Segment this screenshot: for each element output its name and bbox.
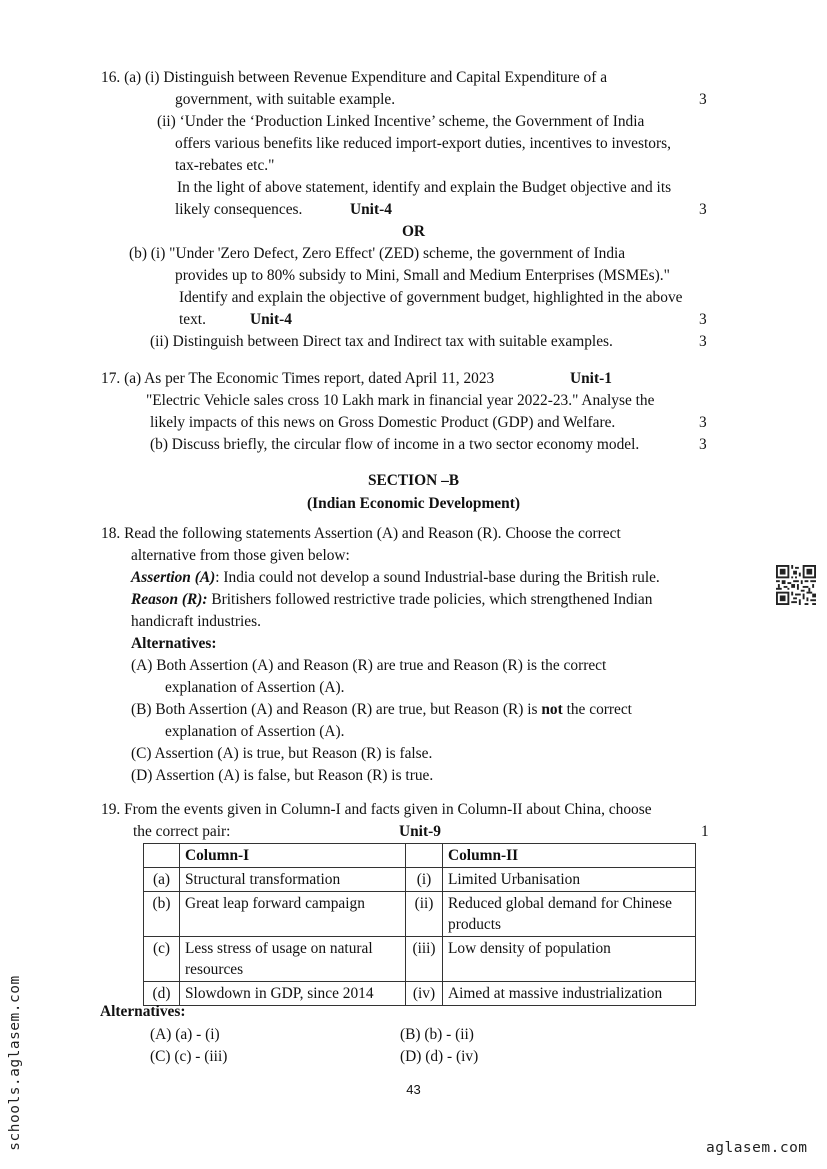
q17-a-marks: 3 (699, 414, 707, 431)
q16-b-i-line4: text. (179, 311, 206, 328)
q19-option-a: (A) (a) - (i) (150, 1026, 220, 1043)
row-value-1: Structural transformation (180, 868, 406, 892)
section-title: SECTION –B (367, 472, 460, 489)
row-value-2: Reduced global demand for Chinese products (443, 892, 696, 937)
table-row (144, 982, 696, 1006)
row-value-2: Limited Urbanisation (443, 868, 696, 892)
q16-b-i-line2: provides up to 80% subsidy to Mini, Small and Medium Enterprises (MSMEs)." (175, 267, 670, 284)
row-value-2: Aimed at massive industrialization (443, 982, 696, 1006)
row-key-1: (c) (144, 937, 180, 982)
q18-alternatives-label: Alternatives: (131, 635, 217, 652)
row-value-1: Great leap forward campaign (180, 892, 406, 937)
alt-b-bold: not (541, 701, 563, 718)
q16-a-i-line1: 16. (a) (i) Distinguish between Revenue Expenditure and Capital Expenditure of a (101, 69, 608, 86)
assertion-label: Assertion (A) (131, 569, 216, 586)
q16-a-ii-line1: (ii) ‘Under the ‘Production Linked Incentive’ scheme, the Government of India (157, 113, 645, 130)
q17-a-line1: 17. (a) As per The Economic Times report, dated April 11, 2023 (101, 370, 495, 387)
row-key-1: (d) (144, 982, 180, 1006)
table-cell (406, 844, 443, 868)
q19-option-c: (C) (c) - (iii) (150, 1048, 228, 1065)
reason-label: Reason (R): (131, 591, 208, 608)
match-table (143, 843, 696, 1006)
q18-assertion (131, 568, 660, 588)
q18-alt-d: (D) Assertion (A) is false, but Reason (R) is true. (131, 767, 434, 784)
q19-line2: the correct pair: (133, 823, 231, 840)
q19-marks: 1 (701, 823, 709, 840)
column-2-header: Column-II (443, 844, 696, 868)
q16-b-ii-marks: 3 (699, 333, 707, 350)
row-key-1: (a) (144, 868, 180, 892)
row-key-2: (i) (406, 868, 443, 892)
row-value-1: Slowdown in GDP, since 2014 (180, 982, 406, 1006)
row-value-1: Less stress of usage on natural resources (180, 937, 406, 982)
q19-option-d: (D) (d) - (iv) (400, 1048, 479, 1065)
table-cell (144, 844, 180, 868)
q16-a-ii-marks: 3 (699, 201, 707, 218)
q18-alt-a-line1: (A) Both Assertion (A) and Reason (R) are true and Reason (R) is the correct (131, 657, 607, 674)
page-number: 43 (406, 1082, 421, 1097)
q16-a-ii-line5: likely consequences. (175, 201, 303, 218)
q18-alt-b-line2: explanation of Assertion (A). (165, 723, 345, 740)
q17-a-unit: Unit-1 (570, 370, 612, 387)
q19-line1: 19. From the events given in Column-I and facts given in Column-II about China, choose (101, 801, 652, 818)
q16-b-i-line3: Identify and explain the objective of government budget, highlighted in the above (179, 289, 683, 306)
q16-b-i-line1: (b) (i) "Under 'Zero Defect, Zero Effect' (ZED) scheme, the government of India (129, 245, 626, 262)
column-1-header: Column-I (180, 844, 406, 868)
q16-b-i-unit: Unit-4 (250, 311, 292, 328)
table-row (144, 892, 696, 937)
q16-a-ii-unit: Unit-4 (350, 201, 392, 218)
q16-b-ii-line1: (ii) Distinguish between Direct tax and Indirect tax with suitable examples. (150, 333, 613, 350)
side-watermark (2, 965, 28, 1160)
row-value-2: Low density of population (443, 937, 696, 982)
reason-text: Britishers followed restrictive trade policies, which strengthened Indian (207, 591, 653, 608)
q19-unit: Unit-9 (399, 823, 441, 840)
q17-a-line3: likely impacts of this news on Gross Domestic Product (GDP) and Welfare. (150, 414, 616, 431)
q16-a-ii-line4: In the light of above statement, identify and explain the Budget objective and its (177, 179, 672, 196)
q17-b-marks: 3 (699, 436, 707, 453)
corner-watermark: aglasem.com (706, 1140, 808, 1156)
qr-code-icon (776, 565, 816, 605)
row-key-2: (iv) (406, 982, 443, 1006)
row-key-2: (iii) (406, 937, 443, 982)
q16-b-i-marks: 3 (699, 311, 707, 328)
row-key-1: (b) (144, 892, 180, 937)
assertion-text: : India could not develop a sound Industrial-base during the British rule. (215, 569, 660, 586)
alt-b-post: the correct (562, 701, 632, 718)
section-subtitle: (Indian Economic Development) (307, 495, 520, 512)
q19-option-b: (B) (b) - (ii) (400, 1026, 474, 1043)
q17-b-line1: (b) Discuss briefly, the circular flow of income in a two sector economy model. (150, 436, 640, 453)
side-watermark-text: schools.aglasem.com (7, 974, 23, 1151)
q18-reason-line2: handicraft industries. (131, 613, 261, 630)
q16-a-i-marks: 3 (699, 91, 707, 108)
q18-line2: alternative from those given below: (131, 547, 350, 564)
table-row (144, 868, 696, 892)
q17-a-line2: "Electric Vehicle sales cross 10 Lakh mark in financial year 2022-23." Analyse the (146, 392, 655, 409)
q16-a-ii-line2: offers various benefits like reduced import-export duties, incentives to investors, (175, 135, 671, 152)
q18-alt-a-line2: explanation of Assertion (A). (165, 679, 345, 696)
q18-alt-b-line1 (131, 700, 632, 720)
or-separator: OR (401, 223, 426, 240)
q18-line1: 18. Read the following statements Assertion (A) and Reason (R). Choose the correct (101, 525, 621, 542)
row-key-2: (ii) (406, 892, 443, 937)
q19-alternatives-label: Alternatives: (100, 1003, 186, 1020)
q18-alt-c: (C) Assertion (A) is true, but Reason (R) is false. (131, 745, 433, 762)
q16-a-i-line2: government, with suitable example. (175, 91, 396, 108)
q18-reason (131, 590, 652, 610)
alt-b-pre: (B) Both Assertion (A) and Reason (R) are true, but Reason (R) is (131, 701, 542, 718)
table-row (144, 937, 696, 982)
table-header-row (144, 844, 696, 868)
q16-a-ii-line3: tax-rebates etc." (175, 157, 275, 174)
